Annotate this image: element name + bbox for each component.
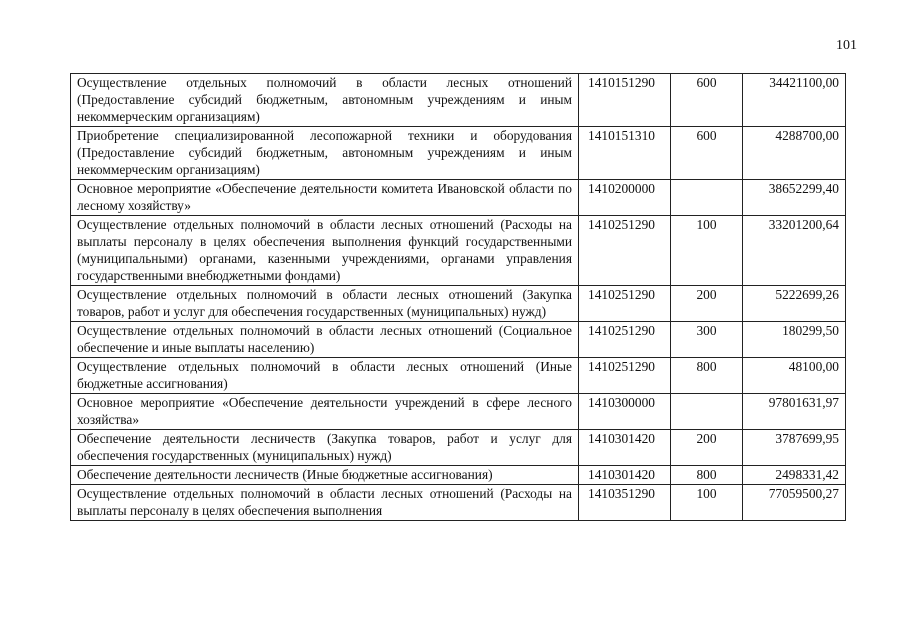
row-expense-type: 300 [671, 322, 743, 358]
row-expense-type: 100 [671, 485, 743, 521]
page-number: 101 [836, 38, 857, 53]
row-description: Основное мероприятие «Обеспечение деятельности учреждений в сфере лесного хозяйства» [71, 394, 579, 430]
row-description: Обеспечение деятельности лесничеств (Закупка товаров, работ и услуг для обеспечения государственных (муниципальных) нужд) [71, 430, 579, 466]
row-amount: 48100,00 [743, 358, 846, 394]
row-amount: 180299,50 [743, 322, 846, 358]
row-expense-type: 200 [671, 430, 743, 466]
row-description: Приобретение специализированной лесопожарной техники и оборудования (Предоставление субсидий бюджетным, автономным учреждениям и иным некоммерческим организациям) [71, 127, 579, 180]
row-description: Осуществление отдельных полномочий в области лесных отношений (Расходы на выплаты персоналу в целях обеспечения выполнения [71, 485, 579, 521]
row-target-code: 1410251290 [579, 322, 671, 358]
row-amount: 5222699,26 [743, 286, 846, 322]
row-description: Осуществление отдельных полномочий в области лесных отношений (Закупка товаров, работ и услуг для обеспечения государственных (муниципальных) нужд) [71, 286, 579, 322]
table-row [71, 466, 846, 485]
table-row [71, 430, 846, 466]
row-expense-type [671, 394, 743, 430]
table-row [71, 180, 846, 216]
row-target-code: 1410351290 [579, 485, 671, 521]
row-amount: 3787699,95 [743, 430, 846, 466]
row-expense-type: 600 [671, 74, 743, 127]
row-expense-type: 800 [671, 358, 743, 394]
row-description: Основное мероприятие «Обеспечение деятельности комитета Ивановской области по лесному хозяйству» [71, 180, 579, 216]
row-amount: 2498331,42 [743, 466, 846, 485]
row-description: Обеспечение деятельности лесничеств (Иные бюджетные ассигнования) [71, 466, 579, 485]
row-target-code: 1410200000 [579, 180, 671, 216]
row-target-code: 1410301420 [579, 466, 671, 485]
table-row [71, 394, 846, 430]
row-target-code: 1410300000 [579, 394, 671, 430]
row-amount: 33201200,64 [743, 216, 846, 286]
table-row [71, 74, 846, 127]
row-amount: 38652299,40 [743, 180, 846, 216]
row-expense-type: 800 [671, 466, 743, 485]
row-target-code: 1410251290 [579, 286, 671, 322]
row-amount: 97801631,97 [743, 394, 846, 430]
row-target-code: 1410251290 [579, 358, 671, 394]
row-description: Осуществление отдельных полномочий в области лесных отношений (Предоставление субсидий бюджетным, автономным учреждениям и иным некоммерческим организациям) [71, 74, 579, 127]
row-expense-type: 100 [671, 216, 743, 286]
row-amount: 34421100,00 [743, 74, 846, 127]
row-expense-type: 600 [671, 127, 743, 180]
row-description: Осуществление отдельных полномочий в области лесных отношений (Социальное обеспечение и иные выплаты населению) [71, 322, 579, 358]
row-target-code: 1410151290 [579, 74, 671, 127]
table-row [71, 127, 846, 180]
row-target-code: 1410251290 [579, 216, 671, 286]
row-description: Осуществление отдельных полномочий в области лесных отношений (Иные бюджетные ассигнования) [71, 358, 579, 394]
row-expense-type: 200 [671, 286, 743, 322]
row-amount: 77059500,27 [743, 485, 846, 521]
budget-table [70, 73, 846, 521]
table-row [71, 485, 846, 521]
row-amount: 4288700,00 [743, 127, 846, 180]
table-row [71, 286, 846, 322]
row-expense-type [671, 180, 743, 216]
row-description: Осуществление отдельных полномочий в области лесных отношений (Расходы на выплаты персоналу в целях обеспечения выполнения функций государственными (муниципальными) органами, казенными учреждениями, органами управления государственными внебюджетными фондами) [71, 216, 579, 286]
table-row [71, 322, 846, 358]
table-row [71, 358, 846, 394]
table-row [71, 216, 846, 286]
row-target-code: 1410151310 [579, 127, 671, 180]
row-target-code: 1410301420 [579, 430, 671, 466]
